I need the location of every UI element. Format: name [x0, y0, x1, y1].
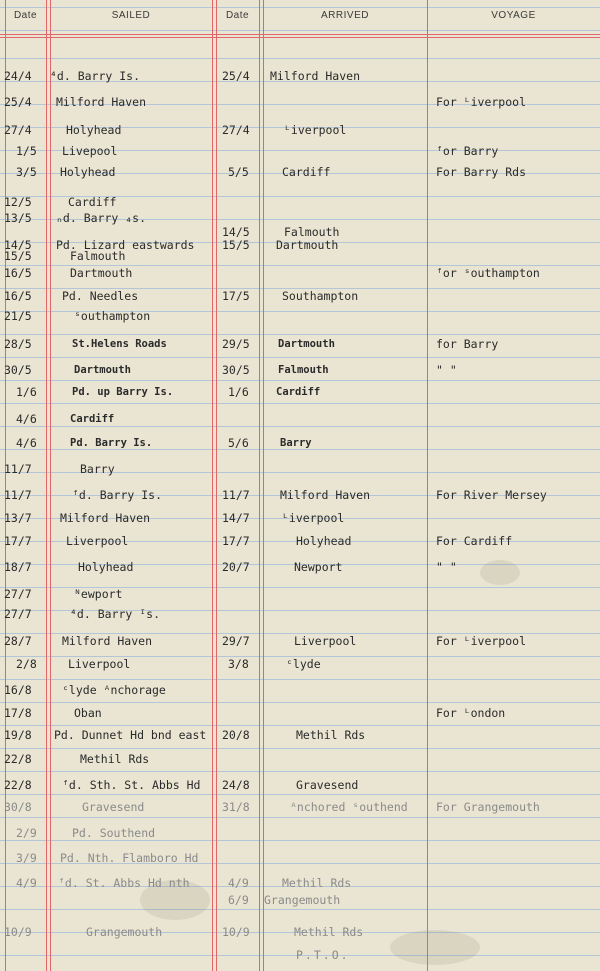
- arrived-place: Dartmouth: [276, 238, 339, 252]
- voyage-note: " ": [436, 363, 457, 377]
- arrived-place: Gravesend: [296, 778, 359, 792]
- sailed-date: 17/7: [4, 534, 32, 548]
- sailed-date: 16/5: [4, 266, 32, 280]
- column-rule: [50, 0, 51, 971]
- arrived-date: 29/5: [222, 337, 250, 351]
- sailed-date: 24/4: [4, 69, 32, 83]
- sailed-place: Milford Haven: [56, 95, 147, 109]
- column-rule: [5, 0, 6, 971]
- arrived-place: Newport: [294, 560, 343, 574]
- sailed-place: Cardiff: [68, 195, 117, 209]
- column-rule: [263, 0, 264, 971]
- sailed-place: Holyhead: [78, 560, 134, 574]
- sailed-date: 25/4: [4, 95, 32, 109]
- arrived-date: 27/4: [222, 123, 250, 137]
- arrived-date: 31/8: [222, 800, 250, 814]
- sailed-date: 4/6: [16, 436, 37, 450]
- arrived-place: Cardiff: [276, 386, 321, 398]
- arrived-place: ᴸiverpool: [282, 511, 345, 525]
- sailed-place: ᶠd. Barry Is.: [72, 488, 163, 502]
- header-voyage: VOYAGE: [491, 10, 536, 21]
- paper-stain: [390, 930, 480, 965]
- sailed-date: 4/9: [16, 876, 37, 890]
- sailed-date: 21/5: [4, 309, 32, 323]
- arrived-place: Cardiff: [282, 165, 331, 179]
- sailed-place: St.Helens Roads: [72, 338, 167, 350]
- sailed-place: Holyhead: [66, 123, 122, 137]
- sailed-place: Liverpool: [68, 657, 131, 671]
- arrived-date: 10/9: [222, 925, 250, 939]
- sailed-place: Liverpool: [66, 534, 129, 548]
- arrived-place: Methil Rds: [282, 876, 352, 890]
- sailed-date: 16/8: [4, 683, 32, 697]
- arrived-date: 17/7: [222, 534, 250, 548]
- arrived-date: 25/4: [222, 69, 250, 83]
- sailed-place: Pd. Barry Is.: [70, 437, 153, 449]
- arrived-place: Southampton: [282, 289, 359, 303]
- sailed-place: Falmouth: [70, 249, 126, 263]
- sailed-place: ₙd. Barry ₄s.: [56, 211, 147, 225]
- arrived-date: 5/5: [228, 165, 249, 179]
- arrived-date: 15/5: [222, 238, 250, 252]
- arrived-date: 14/5: [222, 225, 250, 239]
- sailed-place: Holyhead: [60, 165, 116, 179]
- sailed-place: Cardiff: [70, 413, 115, 425]
- sailed-date: 28/5: [4, 337, 32, 351]
- voyage-note: for Barry: [436, 337, 499, 351]
- arrived-place: Methil Rds: [294, 925, 364, 939]
- arrived-date: 3/8: [228, 657, 249, 671]
- sailed-date: 2/9: [16, 826, 37, 840]
- arrived-place: Dartmouth: [278, 338, 335, 350]
- column-rule: [46, 0, 47, 971]
- sailed-place: Pd. Dunnet Hd bnd east: [54, 728, 207, 742]
- voyage-note: For ᴸiverpool: [436, 95, 527, 109]
- column-rule: [427, 0, 428, 971]
- arrived-place: Falmouth: [278, 364, 329, 376]
- arrived-date: 17/5: [222, 289, 250, 303]
- sailed-date: 14/5: [4, 238, 32, 252]
- arrived-place: Milford Haven: [280, 488, 371, 502]
- column-rule: [216, 0, 217, 971]
- arrived-place: Barry: [280, 437, 312, 449]
- sailed-date: 27/7: [4, 587, 32, 601]
- arrived-date: 1/6: [228, 385, 249, 399]
- sailed-date: 28/7: [4, 634, 32, 648]
- header-rule: [0, 34, 600, 35]
- sailed-date: 2/8: [16, 657, 37, 671]
- header-date-sailed: Date: [13, 10, 38, 21]
- sailed-place: ᶠd. Sth. St. Abbs Hd: [62, 778, 201, 792]
- header-sailed: SAILED: [111, 10, 151, 21]
- sailed-place: Livepool: [62, 144, 118, 158]
- voyage-note: For Barry Rds: [436, 165, 527, 179]
- sailed-place: Dartmouth: [70, 266, 133, 280]
- voyage-note: ᶠor Barry: [436, 144, 499, 158]
- sailed-date: 3/9: [16, 851, 37, 865]
- voyage-note: For Grangemouth: [436, 800, 540, 814]
- sailed-place: Grangemouth: [86, 925, 163, 939]
- arrived-date: 24/8: [222, 778, 250, 792]
- sailed-date: 12/5: [4, 195, 32, 209]
- sailed-date: 22/8: [4, 778, 32, 792]
- arrived-date: 4/9: [228, 876, 249, 890]
- sailed-date: 30/8: [4, 800, 32, 814]
- arrived-place: Holyhead: [296, 534, 352, 548]
- sailed-date: 11/7: [4, 488, 32, 502]
- arrived-place: ᴬnchored ˢouthend: [290, 800, 408, 814]
- sailed-date: 10/9: [4, 925, 32, 939]
- sailed-place: ᶠd. St. Abbs Hd nth: [58, 876, 190, 890]
- header-arrived: ARRIVED: [321, 10, 369, 21]
- sailed-date: 4/6: [16, 412, 37, 426]
- sailed-place: Dartmouth: [74, 364, 131, 376]
- sailed-date: 1/6: [16, 385, 37, 399]
- arrived-date: 11/7: [222, 488, 250, 502]
- sailed-date: 11/7: [4, 462, 32, 476]
- arrived-place: Liverpool: [294, 634, 357, 648]
- sailed-date: 18/7: [4, 560, 32, 574]
- sailed-date: 15/5: [4, 249, 32, 263]
- arrived-date: 6/9: [228, 893, 249, 907]
- column-rule: [259, 0, 260, 971]
- sailed-place: ⁴d. Barry Is.: [50, 69, 141, 83]
- arrived-date: 14/7: [222, 511, 250, 525]
- sailed-date: 1/5: [16, 144, 37, 158]
- sailed-place: Methil Rds: [80, 752, 150, 766]
- sailed-place: ᴺewport: [74, 587, 123, 601]
- arrived-place: Methil Rds: [296, 728, 366, 742]
- sailed-place: Milford Haven: [62, 634, 153, 648]
- arrived-place: ᶜlyde: [286, 657, 321, 671]
- sailed-place: Pd. Nth. Flamboro Hd: [60, 851, 199, 865]
- sailed-place: ᶜlyde ᴬnchorage: [62, 683, 166, 697]
- sailed-place: ⁴d. Barry ᴵs.: [70, 607, 161, 621]
- sailed-place: Pd. Lizard eastwards: [56, 238, 195, 252]
- arrived-place: Milford Haven: [270, 69, 361, 83]
- sailed-date: 19/8: [4, 728, 32, 742]
- sailed-place: Milford Haven: [60, 511, 151, 525]
- sailed-place: Barry: [80, 462, 115, 476]
- column-rule: [212, 0, 213, 971]
- sailed-date: 22/8: [4, 752, 32, 766]
- sailed-place: Pd. Southend: [72, 826, 156, 840]
- arrived-date: 20/7: [222, 560, 250, 574]
- arrived-place: Falmouth: [284, 225, 340, 239]
- voyage-note: ᶠor ˢouthampton: [436, 266, 540, 280]
- arrived-date: 30/5: [222, 363, 250, 377]
- sailed-date: 16/5: [4, 289, 32, 303]
- sailed-date: 17/8: [4, 706, 32, 720]
- sailed-date: 3/5: [16, 165, 37, 179]
- footer-pto: P.T.O.: [296, 948, 350, 962]
- arrived-place: ᴸiverpool: [284, 123, 347, 137]
- arrived-date: 5/6: [228, 436, 249, 450]
- voyage-note: For ᴸondon: [436, 706, 506, 720]
- sailed-date: 13/7: [4, 511, 32, 525]
- sailed-date: 30/5: [4, 363, 32, 377]
- sailed-place: Pd. up Barry Is.: [72, 386, 174, 398]
- sailed-place: ˢouthampton: [74, 309, 151, 323]
- header-date-arrived: Date: [225, 10, 250, 21]
- arrived-date: 29/7: [222, 634, 250, 648]
- voyage-note: " ": [436, 560, 457, 574]
- paper-stain: [480, 560, 520, 585]
- sailed-date: 27/4: [4, 123, 32, 137]
- header-rule: [0, 37, 600, 38]
- voyage-note: For ᴸiverpool: [436, 634, 527, 648]
- arrived-date: 20/8: [222, 728, 250, 742]
- arrived-place: Grangemouth: [264, 893, 341, 907]
- sailed-place: Pd. Needles: [62, 289, 139, 303]
- sailed-place: Gravesend: [82, 800, 145, 814]
- sailed-place: Oban: [74, 706, 102, 720]
- voyage-note: For River Mersey: [436, 488, 547, 502]
- sailed-date: 27/7: [4, 607, 32, 621]
- sailed-date: 13/5: [4, 211, 32, 225]
- voyage-note: For Cardiff: [436, 534, 513, 548]
